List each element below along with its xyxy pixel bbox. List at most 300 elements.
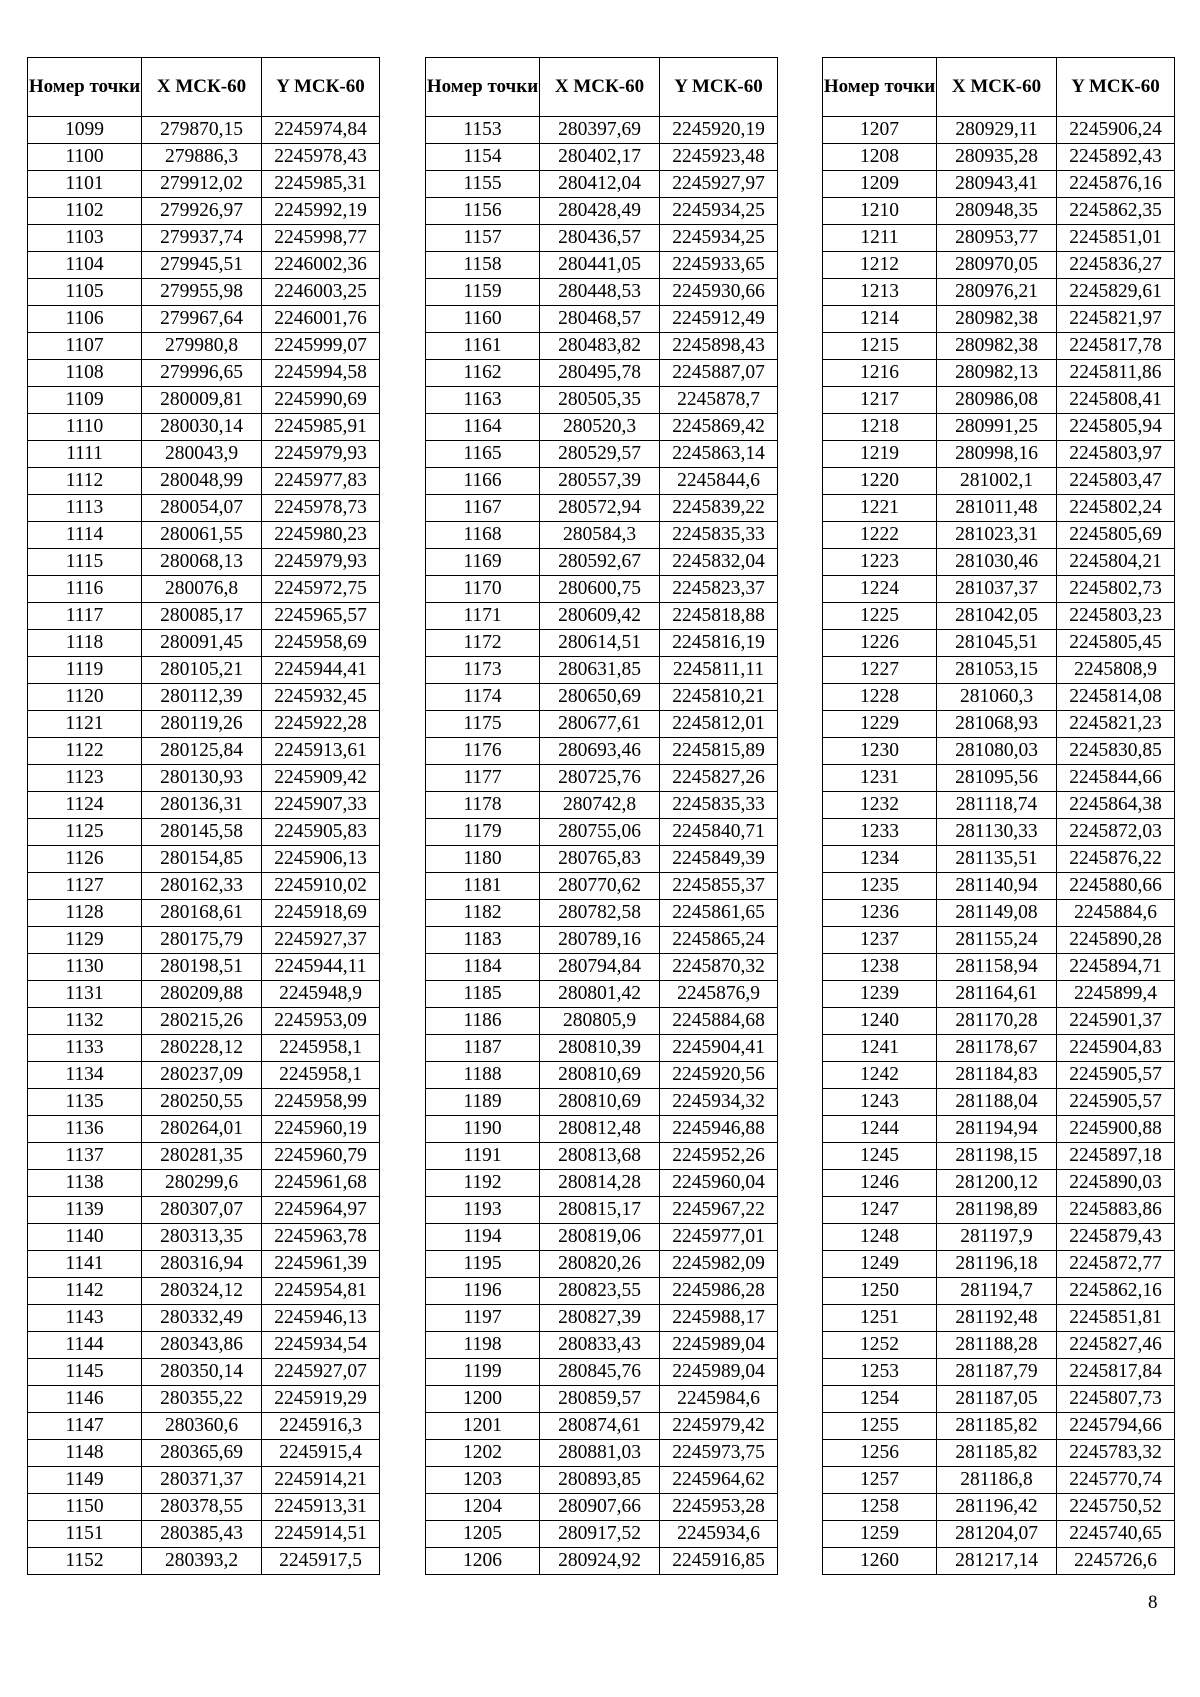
y-coordinate-cell: 2245821,97 — [1057, 306, 1175, 333]
x-coordinate-cell: 280693,46 — [540, 738, 660, 765]
table-row — [28, 1332, 380, 1359]
point-number-cell: 1207 — [823, 117, 937, 144]
point-number-cell: 1250 — [823, 1278, 937, 1305]
x-coordinate-cell: 280068,13 — [142, 549, 262, 576]
point-number-cell: 1192 — [426, 1170, 540, 1197]
point-number-cell: 1194 — [426, 1224, 540, 1251]
x-coordinate-cell: 280827,39 — [540, 1305, 660, 1332]
x-coordinate-cell: 281184,83 — [937, 1062, 1057, 1089]
x-coordinate-cell: 280650,69 — [540, 684, 660, 711]
table-row — [426, 1278, 778, 1305]
y-coordinate-cell: 2245906,24 — [1057, 117, 1175, 144]
x-coordinate-cell: 281170,28 — [937, 1008, 1057, 1035]
table-row — [28, 738, 380, 765]
table-row — [28, 279, 380, 306]
y-coordinate-cell: 2245958,99 — [262, 1089, 380, 1116]
table-row — [28, 603, 380, 630]
y-coordinate-cell: 2245884,68 — [660, 1008, 778, 1035]
x-coordinate-cell: 281037,37 — [937, 576, 1057, 603]
x-coordinate-cell: 281217,14 — [937, 1548, 1057, 1575]
y-coordinate-cell: 2245914,51 — [262, 1521, 380, 1548]
x-coordinate-cell: 279870,15 — [142, 117, 262, 144]
y-coordinate-cell: 2245862,35 — [1057, 198, 1175, 225]
table-row — [28, 1440, 380, 1467]
header-x-msk60: X МСК-60 — [937, 58, 1057, 117]
point-number-cell: 1160 — [426, 306, 540, 333]
table-header-row — [823, 58, 1175, 117]
table-row — [823, 1440, 1175, 1467]
point-number-cell: 1186 — [426, 1008, 540, 1035]
x-coordinate-cell: 280378,55 — [142, 1494, 262, 1521]
point-number-cell: 1136 — [28, 1116, 142, 1143]
y-coordinate-cell: 2245953,28 — [660, 1494, 778, 1521]
point-number-cell: 1151 — [28, 1521, 142, 1548]
x-coordinate-cell: 280505,35 — [540, 387, 660, 414]
x-coordinate-cell: 280770,62 — [540, 873, 660, 900]
y-coordinate-cell: 2245844,66 — [1057, 765, 1175, 792]
x-coordinate-cell: 281140,94 — [937, 873, 1057, 900]
table-row — [28, 900, 380, 927]
point-number-cell: 1226 — [823, 630, 937, 657]
x-coordinate-cell: 279996,65 — [142, 360, 262, 387]
y-coordinate-cell: 2245876,9 — [660, 981, 778, 1008]
point-number-cell: 1188 — [426, 1062, 540, 1089]
y-coordinate-cell: 2245927,07 — [262, 1359, 380, 1386]
point-number-cell: 1259 — [823, 1521, 937, 1548]
x-coordinate-cell: 280154,85 — [142, 846, 262, 873]
table-row — [823, 657, 1175, 684]
y-coordinate-cell: 2245821,23 — [1057, 711, 1175, 738]
point-number-cell: 1254 — [823, 1386, 937, 1413]
y-coordinate-cell: 2245953,09 — [262, 1008, 380, 1035]
table-row — [426, 549, 778, 576]
x-coordinate-cell: 280105,21 — [142, 657, 262, 684]
point-number-cell: 1206 — [426, 1548, 540, 1575]
point-number-cell: 1099 — [28, 117, 142, 144]
table-row — [823, 549, 1175, 576]
y-coordinate-cell: 2245869,42 — [660, 414, 778, 441]
point-number-cell: 1138 — [28, 1170, 142, 1197]
point-number-cell: 1120 — [28, 684, 142, 711]
table-row — [823, 198, 1175, 225]
table-row — [426, 792, 778, 819]
table-row — [426, 1386, 778, 1413]
y-coordinate-cell: 2245916,85 — [660, 1548, 778, 1575]
x-coordinate-cell: 280316,94 — [142, 1251, 262, 1278]
x-coordinate-cell: 280557,39 — [540, 468, 660, 495]
point-number-cell: 1173 — [426, 657, 540, 684]
table-row — [823, 1062, 1175, 1089]
x-coordinate-cell: 280976,21 — [937, 279, 1057, 306]
y-coordinate-cell: 2245920,19 — [660, 117, 778, 144]
point-number-cell: 1139 — [28, 1197, 142, 1224]
point-number-cell: 1210 — [823, 198, 937, 225]
y-coordinate-cell: 2245878,7 — [660, 387, 778, 414]
y-coordinate-cell: 2245802,24 — [1057, 495, 1175, 522]
point-number-cell: 1144 — [28, 1332, 142, 1359]
y-coordinate-cell: 2245861,65 — [660, 900, 778, 927]
x-coordinate-cell: 279937,74 — [142, 225, 262, 252]
y-coordinate-cell: 2245849,39 — [660, 846, 778, 873]
table-row — [426, 981, 778, 1008]
x-coordinate-cell: 280982,38 — [937, 333, 1057, 360]
point-number-cell: 1175 — [426, 711, 540, 738]
point-number-cell: 1170 — [426, 576, 540, 603]
x-coordinate-cell: 281149,08 — [937, 900, 1057, 927]
x-coordinate-cell: 281185,82 — [937, 1440, 1057, 1467]
y-coordinate-cell: 2245948,9 — [262, 981, 380, 1008]
table-row — [426, 468, 778, 495]
table-row — [823, 684, 1175, 711]
table-row — [823, 495, 1175, 522]
x-coordinate-cell: 280175,79 — [142, 927, 262, 954]
point-number-cell: 1118 — [28, 630, 142, 657]
y-coordinate-cell: 2245817,84 — [1057, 1359, 1175, 1386]
point-number-cell: 1113 — [28, 495, 142, 522]
table-row — [823, 1413, 1175, 1440]
point-number-cell: 1111 — [28, 441, 142, 468]
point-number-cell: 1176 — [426, 738, 540, 765]
header-x-msk60: X МСК-60 — [142, 58, 262, 117]
point-number-cell: 1249 — [823, 1251, 937, 1278]
y-coordinate-cell: 2245814,08 — [1057, 684, 1175, 711]
x-coordinate-cell: 280631,85 — [540, 657, 660, 684]
table-row — [28, 549, 380, 576]
table-row — [28, 711, 380, 738]
table-row — [823, 792, 1175, 819]
y-coordinate-cell: 2245904,83 — [1057, 1035, 1175, 1062]
point-number-cell: 1168 — [426, 522, 540, 549]
table-row — [426, 819, 778, 846]
table-row — [823, 576, 1175, 603]
point-number-cell: 1166 — [426, 468, 540, 495]
x-coordinate-cell: 280009,81 — [142, 387, 262, 414]
y-coordinate-cell: 2245909,42 — [262, 765, 380, 792]
y-coordinate-cell: 2245913,31 — [262, 1494, 380, 1521]
point-number-cell: 1260 — [823, 1548, 937, 1575]
y-coordinate-cell: 2245910,02 — [262, 873, 380, 900]
y-coordinate-cell: 2245803,97 — [1057, 441, 1175, 468]
point-number-cell: 1211 — [823, 225, 937, 252]
y-coordinate-cell: 2245905,57 — [1057, 1089, 1175, 1116]
x-coordinate-cell: 281188,04 — [937, 1089, 1057, 1116]
point-number-cell: 1215 — [823, 333, 937, 360]
point-number-cell: 1228 — [823, 684, 937, 711]
point-number-cell: 1203 — [426, 1467, 540, 1494]
header-y-msk60: Y МСК-60 — [1057, 58, 1175, 117]
point-number-cell: 1253 — [823, 1359, 937, 1386]
point-number-cell: 1181 — [426, 873, 540, 900]
point-number-cell: 1122 — [28, 738, 142, 765]
point-number-cell: 1131 — [28, 981, 142, 1008]
table-row — [28, 1548, 380, 1575]
point-number-cell: 1171 — [426, 603, 540, 630]
table-row — [28, 630, 380, 657]
y-coordinate-cell: 2245972,75 — [262, 576, 380, 603]
table-row — [426, 171, 778, 198]
point-number-cell: 1232 — [823, 792, 937, 819]
table-row — [426, 684, 778, 711]
y-coordinate-cell: 2245952,26 — [660, 1143, 778, 1170]
point-number-cell: 1112 — [28, 468, 142, 495]
x-coordinate-cell: 280215,26 — [142, 1008, 262, 1035]
x-coordinate-cell: 281023,31 — [937, 522, 1057, 549]
x-coordinate-cell: 281186,8 — [937, 1467, 1057, 1494]
y-coordinate-cell: 2245994,58 — [262, 360, 380, 387]
table-row — [28, 927, 380, 954]
y-coordinate-cell: 2245900,88 — [1057, 1116, 1175, 1143]
point-number-cell: 1105 — [28, 279, 142, 306]
point-number-cell: 1197 — [426, 1305, 540, 1332]
y-coordinate-cell: 2245934,6 — [660, 1521, 778, 1548]
table-row — [28, 117, 380, 144]
table-row — [28, 1521, 380, 1548]
x-coordinate-cell: 280250,55 — [142, 1089, 262, 1116]
table-row — [823, 522, 1175, 549]
x-coordinate-cell: 280814,28 — [540, 1170, 660, 1197]
point-number-cell: 1149 — [28, 1467, 142, 1494]
x-coordinate-cell: 280874,61 — [540, 1413, 660, 1440]
point-number-cell: 1148 — [28, 1440, 142, 1467]
y-coordinate-cell: 2245835,33 — [660, 792, 778, 819]
table-row — [28, 306, 380, 333]
point-number-cell: 1152 — [28, 1548, 142, 1575]
x-coordinate-cell: 280168,61 — [142, 900, 262, 927]
point-number-cell: 1190 — [426, 1116, 540, 1143]
x-coordinate-cell: 280765,83 — [540, 846, 660, 873]
x-coordinate-cell: 280313,35 — [142, 1224, 262, 1251]
x-coordinate-cell: 280299,6 — [142, 1170, 262, 1197]
table-row — [823, 1143, 1175, 1170]
y-coordinate-cell: 2245726,6 — [1057, 1548, 1175, 1575]
y-coordinate-cell: 2245944,41 — [262, 657, 380, 684]
y-coordinate-cell: 2245918,69 — [262, 900, 380, 927]
x-coordinate-cell: 281030,46 — [937, 549, 1057, 576]
x-coordinate-cell: 280592,67 — [540, 549, 660, 576]
coordinates-table — [822, 57, 1175, 1575]
table-row — [426, 765, 778, 792]
point-number-cell: 1258 — [823, 1494, 937, 1521]
table-row — [28, 252, 380, 279]
point-number-cell: 1216 — [823, 360, 937, 387]
point-number-cell: 1159 — [426, 279, 540, 306]
x-coordinate-cell: 280614,51 — [540, 630, 660, 657]
y-coordinate-cell: 2245804,21 — [1057, 549, 1175, 576]
x-coordinate-cell: 280237,09 — [142, 1062, 262, 1089]
point-number-cell: 1246 — [823, 1170, 937, 1197]
point-number-cell: 1127 — [28, 873, 142, 900]
y-coordinate-cell: 2245880,66 — [1057, 873, 1175, 900]
table-row — [823, 711, 1175, 738]
x-coordinate-cell: 281197,9 — [937, 1224, 1057, 1251]
x-coordinate-cell: 280805,9 — [540, 1008, 660, 1035]
x-coordinate-cell: 280725,76 — [540, 765, 660, 792]
table-row — [426, 657, 778, 684]
x-coordinate-cell: 280448,53 — [540, 279, 660, 306]
y-coordinate-cell: 2245989,04 — [660, 1359, 778, 1386]
table-row — [28, 360, 380, 387]
table-row — [426, 630, 778, 657]
y-coordinate-cell: 2245750,52 — [1057, 1494, 1175, 1521]
table-row — [823, 1089, 1175, 1116]
point-number-cell: 1145 — [28, 1359, 142, 1386]
point-number-cell: 1198 — [426, 1332, 540, 1359]
table-row — [426, 306, 778, 333]
point-number-cell: 1212 — [823, 252, 937, 279]
point-number-cell: 1220 — [823, 468, 937, 495]
point-number-cell: 1124 — [28, 792, 142, 819]
x-coordinate-cell: 280076,8 — [142, 576, 262, 603]
page-number: 8 — [1148, 1592, 1158, 1613]
table-row — [28, 765, 380, 792]
table-row — [426, 360, 778, 387]
x-coordinate-cell: 280833,43 — [540, 1332, 660, 1359]
table-row — [823, 360, 1175, 387]
x-coordinate-cell: 281164,61 — [937, 981, 1057, 1008]
x-coordinate-cell: 281187,05 — [937, 1386, 1057, 1413]
point-number-cell: 1169 — [426, 549, 540, 576]
table-row — [426, 1116, 778, 1143]
x-coordinate-cell: 281185,82 — [937, 1413, 1057, 1440]
point-number-cell: 1243 — [823, 1089, 937, 1116]
point-number-cell: 1135 — [28, 1089, 142, 1116]
x-coordinate-cell: 280228,12 — [142, 1035, 262, 1062]
y-coordinate-cell: 2245979,93 — [262, 549, 380, 576]
table-row — [28, 1413, 380, 1440]
x-coordinate-cell: 281200,12 — [937, 1170, 1057, 1197]
y-coordinate-cell: 2245783,32 — [1057, 1440, 1175, 1467]
x-coordinate-cell: 280859,57 — [540, 1386, 660, 1413]
y-coordinate-cell: 2245818,88 — [660, 603, 778, 630]
table-row — [426, 738, 778, 765]
table-row — [823, 1494, 1175, 1521]
x-coordinate-cell: 280907,66 — [540, 1494, 660, 1521]
x-coordinate-cell: 280061,55 — [142, 522, 262, 549]
x-coordinate-cell: 281045,51 — [937, 630, 1057, 657]
x-coordinate-cell: 280845,76 — [540, 1359, 660, 1386]
x-coordinate-cell: 280820,26 — [540, 1251, 660, 1278]
table-row — [28, 792, 380, 819]
point-number-cell: 1150 — [28, 1494, 142, 1521]
point-number-cell: 1185 — [426, 981, 540, 1008]
point-number-cell: 1213 — [823, 279, 937, 306]
x-coordinate-cell: 280917,52 — [540, 1521, 660, 1548]
y-coordinate-cell: 2245815,89 — [660, 738, 778, 765]
point-number-cell: 1134 — [28, 1062, 142, 1089]
y-coordinate-cell: 2245980,23 — [262, 522, 380, 549]
point-number-cell: 1251 — [823, 1305, 937, 1332]
y-coordinate-cell: 2245890,03 — [1057, 1170, 1175, 1197]
table-row — [426, 1440, 778, 1467]
point-number-cell: 1109 — [28, 387, 142, 414]
table-row — [823, 1521, 1175, 1548]
point-number-cell: 1233 — [823, 819, 937, 846]
y-coordinate-cell: 2245835,33 — [660, 522, 778, 549]
x-coordinate-cell: 280742,8 — [540, 792, 660, 819]
y-coordinate-cell: 2245964,97 — [262, 1197, 380, 1224]
table-row — [823, 927, 1175, 954]
y-coordinate-cell: 2245998,77 — [262, 225, 380, 252]
table-row — [823, 1548, 1175, 1575]
y-coordinate-cell: 2245933,65 — [660, 252, 778, 279]
point-number-cell: 1114 — [28, 522, 142, 549]
y-coordinate-cell: 2245740,65 — [1057, 1521, 1175, 1548]
point-number-cell: 1189 — [426, 1089, 540, 1116]
y-coordinate-cell: 2245855,37 — [660, 873, 778, 900]
y-coordinate-cell: 2245827,26 — [660, 765, 778, 792]
table-row — [28, 1170, 380, 1197]
x-coordinate-cell: 280572,94 — [540, 495, 660, 522]
x-coordinate-cell: 280412,04 — [540, 171, 660, 198]
y-coordinate-cell: 2245844,6 — [660, 468, 778, 495]
table-row — [28, 846, 380, 873]
coordinates-table — [425, 57, 778, 1575]
y-coordinate-cell: 2245827,46 — [1057, 1332, 1175, 1359]
table-row — [823, 414, 1175, 441]
point-number-cell: 1179 — [426, 819, 540, 846]
point-number-cell: 1153 — [426, 117, 540, 144]
y-coordinate-cell: 2245912,49 — [660, 306, 778, 333]
x-coordinate-cell: 280324,12 — [142, 1278, 262, 1305]
point-number-cell: 1117 — [28, 603, 142, 630]
point-number-cell: 1223 — [823, 549, 937, 576]
table-row — [426, 495, 778, 522]
y-coordinate-cell: 2245961,68 — [262, 1170, 380, 1197]
y-coordinate-cell: 2245990,69 — [262, 387, 380, 414]
point-number-cell: 1218 — [823, 414, 937, 441]
table-row — [426, 711, 778, 738]
y-coordinate-cell: 2245946,13 — [262, 1305, 380, 1332]
x-coordinate-cell: 280789,16 — [540, 927, 660, 954]
table-row — [28, 1089, 380, 1116]
x-coordinate-cell: 281188,28 — [937, 1332, 1057, 1359]
x-coordinate-cell: 280436,57 — [540, 225, 660, 252]
x-coordinate-cell: 279945,51 — [142, 252, 262, 279]
x-coordinate-cell: 280991,25 — [937, 414, 1057, 441]
y-coordinate-cell: 2245985,91 — [262, 414, 380, 441]
x-coordinate-cell: 280520,3 — [540, 414, 660, 441]
table-row — [823, 441, 1175, 468]
point-number-cell: 1155 — [426, 171, 540, 198]
table-row — [426, 927, 778, 954]
y-coordinate-cell: 2245840,71 — [660, 819, 778, 846]
table-row — [823, 144, 1175, 171]
x-coordinate-cell: 280815,17 — [540, 1197, 660, 1224]
point-number-cell: 1102 — [28, 198, 142, 225]
y-coordinate-cell: 2245862,16 — [1057, 1278, 1175, 1305]
point-number-cell: 1101 — [28, 171, 142, 198]
point-number-cell: 1239 — [823, 981, 937, 1008]
y-coordinate-cell: 2245812,01 — [660, 711, 778, 738]
y-coordinate-cell: 2245829,61 — [1057, 279, 1175, 306]
table-row — [426, 873, 778, 900]
x-coordinate-cell: 281187,79 — [937, 1359, 1057, 1386]
table-row — [823, 468, 1175, 495]
table-row — [426, 117, 778, 144]
x-coordinate-cell: 281042,05 — [937, 603, 1057, 630]
y-coordinate-cell: 2245904,41 — [660, 1035, 778, 1062]
table-row — [28, 225, 380, 252]
y-coordinate-cell: 2245832,04 — [660, 549, 778, 576]
table-row — [28, 873, 380, 900]
x-coordinate-cell: 280812,48 — [540, 1116, 660, 1143]
x-coordinate-cell: 280162,33 — [142, 873, 262, 900]
point-number-cell: 1126 — [28, 846, 142, 873]
x-coordinate-cell: 280130,93 — [142, 765, 262, 792]
table-row — [28, 1008, 380, 1035]
table-row — [426, 1143, 778, 1170]
x-coordinate-cell: 280119,26 — [142, 711, 262, 738]
